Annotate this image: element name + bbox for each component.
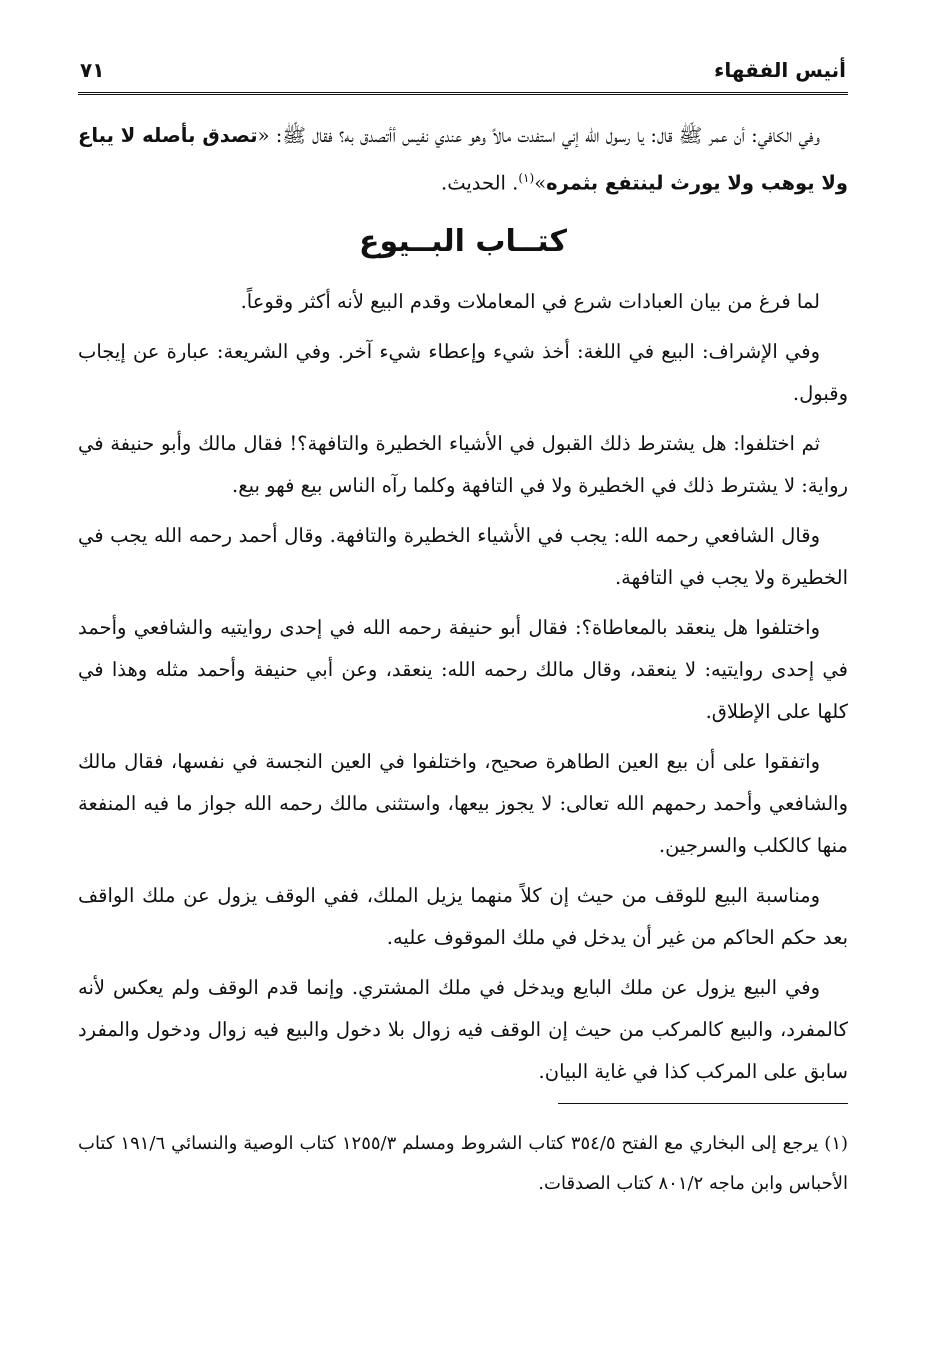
- intro-tail: . الحديث.: [441, 171, 519, 195]
- footnote-divider: [558, 1103, 848, 1104]
- footnote-ref: (١): [518, 171, 535, 185]
- page: [78, 52, 848, 1342]
- intro-paragraph: [78, 115, 848, 205]
- paragraph: ثم اختلفوا: هل يشترط ذلك القبول في الأشياء الخطيرة والتافهة؟! فقال مالك وأبو حنيفة في رواية: لا يشترط ذلك في الخطيرة ولا في التافهة وكلما رآه الناس بيع فهو بيع.: [78, 431, 848, 497]
- paragraph: واتفقوا على أن بيع العين الطاهرة صحيح، واختلفوا في العين النجسة في نفسها، فقال مالك والشافعي وأحمد رحمهم الله تعالى: لا يجوز بيعها، واستثنى مالك رحمه الله جواز ما فيه المنفعة منها كالكلب والسرجين.: [78, 749, 848, 857]
- body-text: [78, 115, 848, 1093]
- paragraph: وقال الشافعي رحمه الله: يجب في الأشياء الخطيرة والتافهة. وقال أحمد رحمه الله يجب في الخطيرة ولا يجب في التافهة.: [78, 523, 848, 589]
- intro-text: وفي الكافي: أن عمر ﷺ قال: يا رسول الله إني استفدت مالاً وهو عندي نفيس أأتصدق به؟ فقال ﷺ: «: [257, 124, 820, 147]
- page-header: [78, 52, 848, 95]
- book-title: أنيس الفقهاء: [714, 58, 846, 82]
- footnotes: [78, 1124, 848, 1204]
- paragraph: وفي الإشراف: البيع في اللغة: أخذ شيء وإعطاء شيء آخر. وفي الشريعة: عبارة عن إيجاب وقبول.: [78, 339, 848, 405]
- footnote: (١) يرجع إلى البخاري مع الفتح ٣٥٤/٥ كتاب الشروط ومسلم ١٢٥٥/٣ كتاب الوصية والنسائي ١٩١/٦ كتاب الأحباس وابن ماجه ٨٠١/٢ كتاب الصدقات.: [78, 1132, 849, 1194]
- hadith-quote: تصدق بأصله لا يباع ولا يوهب ولا يورث لينتفع بثمره: [78, 124, 848, 195]
- paragraph: ومناسبة البيع للوقف من حيث إن كلاً منهما يزيل الملك، ففي الوقف يزول عن ملك الواقف بعد حكم الحاكم من غير أن يدخل في ملك الموقوف عليه.: [78, 883, 848, 949]
- page-number: ٧١: [80, 58, 105, 82]
- paragraph: وفي البيع يزول عن ملك البايع ويدخل في ملك المشتري. وإنما قدم الوقف ولم يعكس لأنه كالمفرد، والبيع كالمركب من حيث إن الوقف فيه زوال بلا دخول والبيع فيه زوال ودخول والمفرد سابق على المركب كذا في غاية البيان.: [78, 975, 848, 1083]
- paragraph: لما فرغ من بيان العبادات شرع في المعاملات وقدم البيع لأنه أكثر وقوعاً.: [240, 289, 820, 313]
- intro-quote-close: »: [534, 171, 547, 195]
- paragraph: واختلفوا هل ينعقد بالمعاطاة؟: فقال أبو حنيفة رحمه الله في إحدى روايتيه والشافعي وأحمد في إحدى روايتيه: لا ينعقد، وقال مالك رحمه الله: ينعقد، وعن أبي حنيفة وأحمد مثله وهذا في كلها على الإطلاق.: [78, 615, 848, 723]
- chapter-title: كتــاب البــيوع: [359, 223, 567, 259]
